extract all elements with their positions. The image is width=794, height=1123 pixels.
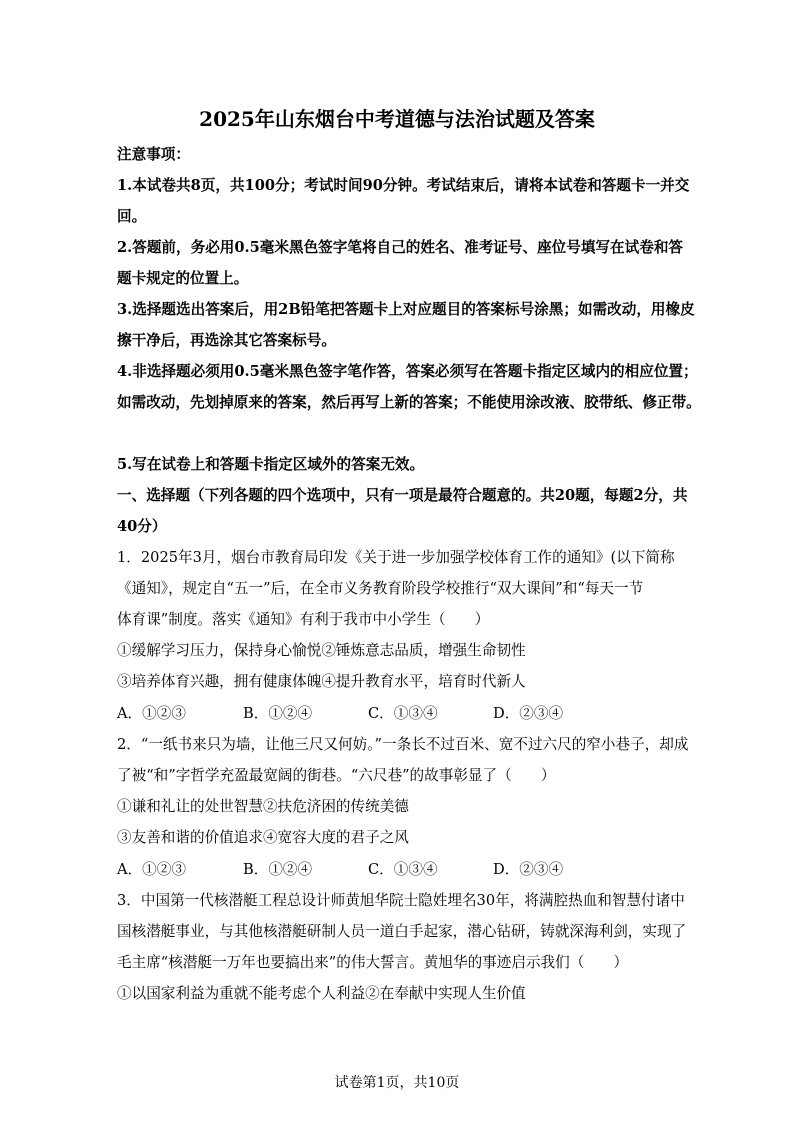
question-statement: ③友善和谐的价值追求④宽容大度的君子之风: [117, 829, 409, 846]
option-d: D．②③④: [493, 861, 564, 878]
question-text: 1．2025年3月，烟台市教育局印发《关于进一步加强学校体育工作的通知》(以下简称: [117, 549, 675, 566]
notice-line: 2.答题前，务必用0.5毫米黑色签字笔将自己的姓名、准考证号、座位号填写在试卷和答: [117, 239, 684, 256]
option-c: C．①③④: [368, 861, 438, 878]
question-text: 体育课”制度。落实《通知》有利于我市中小学生（ ）: [117, 611, 490, 628]
question-statement: ①缓解学习压力，保持身心愉悦②锤炼意志品质，增强生命韧性: [117, 642, 526, 659]
question-text: 《通知》，规定自“五一”后，在全市义务教育阶段学校推行“双大课间”和“每天一节: [117, 580, 644, 597]
question-text: 了被“和”字哲学充盈最宽阔的街巷。“六尺巷”的故事彰显了（ ）: [117, 767, 556, 784]
section-heading: 40分）: [117, 518, 167, 535]
question-text: 3．中国第一代核潜艇工程总设计师黄旭华院士隐姓埋名30年，将满腔热血和智慧付诸中: [117, 892, 685, 909]
question-statement: ③培养体育兴趣，拥有健康体魄④提升教育水平，培育时代新人: [117, 673, 526, 690]
notice-line: 回。: [117, 208, 147, 225]
option-b: B．①②④: [243, 861, 313, 878]
question-statement: ①以国家利益为重就不能考虑个人利益②在奉献中实现人生价值: [117, 985, 526, 1002]
option-a: A．①②③: [117, 861, 186, 878]
option-c: C．①③④: [368, 705, 438, 722]
notice-line: 4.非选择题必须用0.5毫米黑色签字笔作答，答案必须写在答题卡指定区域内的相应位置；: [117, 363, 698, 380]
question-text: 国核潜艇事业，与其他核潜艇研制人员一道白手起家，潜心钻研，铸就深海利剑，实现了: [117, 923, 687, 940]
notice-line: 如需改动，先划掉原来的答案，然后再写上新的答案；不能使用涂改液、胶带纸、修正带。: [117, 394, 701, 411]
question-statement: ①谦和礼让的处世智慧②扶危济困的传统美德: [117, 798, 409, 815]
notice-line: 擦干净后，再选涂其它答案标号。: [117, 332, 336, 349]
notice-line: 3.选择题选出答案后，用2B铅笔把答题卡上对应题目的答案标号涂黑；如需改动，用橡皮: [117, 301, 695, 318]
page-footer: 试卷第1页，共10页: [334, 1075, 460, 1091]
document-title: 2025年山东烟台中考道德与法治试题及答案: [199, 107, 595, 131]
notice-heading: 注意事项：: [117, 146, 190, 163]
notice-line: 题卡规定的位置上。: [117, 270, 249, 287]
question-text: 2．“一纸书来只为墙，让他三尺又何妨。”一条长不过百米、宽不过六尺的窄小巷子，却成: [117, 736, 689, 753]
question-text: 毛主席“核潜艇一万年也要搞出来”的伟大誓言。黄旭华的事迹启示我们（ ）: [117, 954, 629, 971]
notice-line: 5.写在试卷上和答题卡指定区域外的答案无效。: [117, 456, 425, 473]
option-b: B．①②④: [243, 705, 313, 722]
notice-line: 1.本试卷共8页，共100分；考试时间90分钟。考试结束后，请将本试卷和答题卡一并交: [117, 177, 690, 194]
option-a: A．①②③: [117, 705, 186, 722]
section-heading: 一、选择题（下列各题的四个选项中，只有一项是最符合题意的。共20题，每题2分，共: [117, 487, 688, 504]
option-d: D．②③④: [493, 705, 564, 722]
